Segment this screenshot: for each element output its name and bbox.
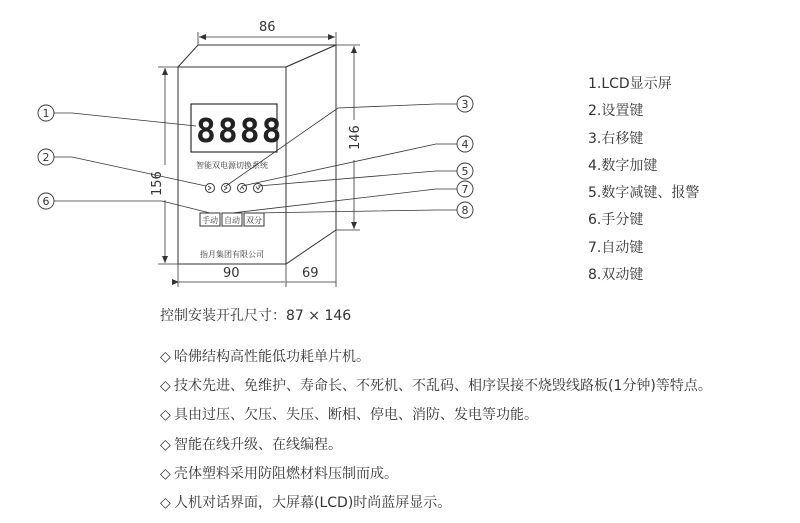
callout-num-8: 8: [461, 204, 469, 217]
dual-label: 双分: [246, 216, 262, 225]
legend-item: 7.自动键: [588, 239, 644, 256]
feature-item: ◇ 人机对话界面，大屏幕(LCD)时尚蓝屏显示。: [160, 489, 712, 518]
manual-label: 手动: [202, 216, 218, 225]
lcd-display: [191, 104, 283, 152]
callout-num-4: 4: [461, 138, 469, 151]
callout-num-7: 7: [461, 183, 469, 196]
lcd-digits: 8888: [196, 111, 284, 150]
company-name: 指月集团有限公司: [200, 250, 264, 259]
diamond-icon: ◇: [160, 495, 171, 512]
callout-num-2: 2: [42, 151, 50, 164]
callout-num-3: 3: [461, 98, 469, 111]
panel-title: 智能双电源切换系统: [196, 161, 268, 170]
auto-label: 自动: [224, 216, 240, 225]
legend-item: 3.右移键: [588, 130, 644, 147]
diamond-icon: ◇: [160, 378, 171, 395]
set-key[interactable]: [206, 184, 215, 193]
legend-item: 2.设置键: [588, 103, 644, 120]
diamond-icon: ◇: [160, 465, 171, 482]
feature-item: ◇ 壳体塑料采用防阻燃材料压制而成。: [160, 460, 712, 489]
diamond-icon: ◇: [160, 407, 171, 424]
feature-item: ◇ 智能在线升级、在线编程。: [160, 431, 712, 460]
dim-left-height: 156: [150, 171, 165, 196]
device-box: [178, 45, 336, 264]
mode-buttons: [200, 213, 264, 226]
dim-right-height: 146: [348, 125, 363, 150]
legend-item: 5.数字减键、报警: [588, 185, 700, 202]
legend-item: 6.手分键: [588, 212, 644, 229]
up-key[interactable]: [238, 184, 247, 193]
key-legend: [588, 71, 699, 289]
feature-list: [160, 343, 712, 518]
right-shift-key[interactable]: [222, 184, 231, 193]
legend-item: 1.LCD显示屏: [588, 76, 672, 92]
diamond-icon: ◇: [160, 436, 171, 453]
down-key[interactable]: [254, 184, 263, 193]
dim-bottom-width: 90: [223, 266, 240, 281]
dim-top-width: 86: [259, 20, 276, 35]
legend-item: 4.数字加键: [588, 157, 658, 174]
feature-item: ◇ 技术先进、免维护、寿命长、不死机、不乱码、相序误接不烧毁线路板(1分钟)等特点。: [160, 372, 712, 401]
legend-item: 8.双动键: [588, 267, 644, 284]
dim-bottom-depth: 69: [302, 266, 319, 281]
feature-item: ◇ 哈佛结构高性能低功耗单片机。: [160, 343, 712, 372]
callout-num-1: 1: [42, 107, 50, 120]
feature-item: ◇ 具由过压、欠压、失压、断相、停电、消防、发电等功能。: [160, 401, 712, 430]
callout-num-5: 5: [461, 165, 469, 178]
diamond-icon: ◇: [160, 349, 171, 365]
callout-num-6: 6: [42, 195, 50, 208]
cutout-size: 控制安装开孔尺寸：87 × 146: [160, 308, 352, 324]
